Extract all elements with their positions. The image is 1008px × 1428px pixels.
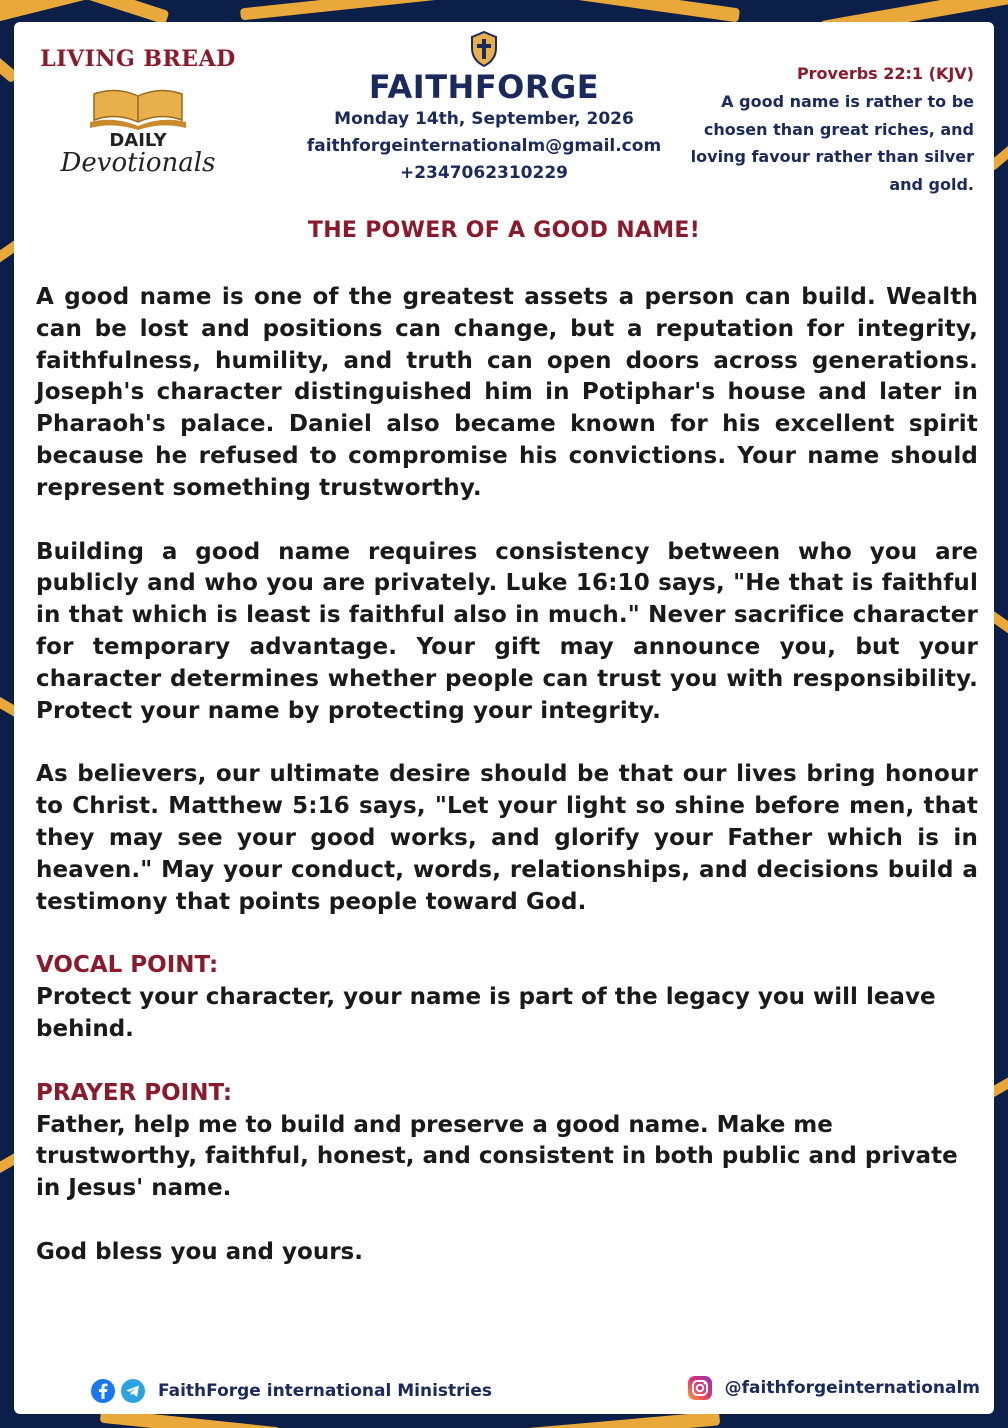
closing-blessing: God bless you and yours. [36,1238,363,1265]
telegram-icon[interactable] [120,1378,146,1404]
body-paragraph: As believers, our ultimate desire should be that our lives bring honour to Christ. Matthew 5:16 says, "Let your light so shine before men, that they may see your good works, and glorify your Father which is in heaven." May your conduct, words, relationships, and decisions build a testimony that points people toward God. [36,761,978,915]
devotional-body [36,282,978,1269]
instagram-handle[interactable]: @faithforgeinternationalm [724,1378,980,1398]
logo-daily-text: DAILY [109,130,167,151]
date-text: Monday 14th, September, 2026 [334,109,634,129]
verse-line: A good name is rather to be [721,92,974,111]
footer-left [90,1376,492,1406]
decor-stripe [240,0,440,20]
brand-name: FAITHFORGE [368,68,600,106]
header-center [244,30,724,187]
logo-top-text: LIVING BREAD [40,46,236,72]
vocal-point-label: VOCAL POINT: [36,952,219,979]
memory-verse [654,60,974,198]
instagram-icon[interactable] [687,1375,713,1401]
prayer-point-label: PRAYER POINT: [36,1079,233,1106]
decor-stripe [560,0,740,22]
body-paragraph: A good name is one of the greatest assets a person can build. Wealth can be lost and positions can change, but a reputation for integrity, faithfulness, humility, and truth can open doors across generations. Joseph's character distinguished him in Potiphar's house and later in Pharaoh's palace. Daniel also became known for his excellent spirit because he refused to compromise his convictions. Your name should represent something trustworthy. [36,284,978,501]
verse-reference: Proverbs 22:1 (KJV) [796,64,974,83]
devotional-card [14,22,994,1414]
shield-cross-icon [469,30,499,68]
decor-stripe [61,0,170,25]
email-text: faithforgeinternationalm@gmail.com [306,136,662,156]
phone-text: +2347062310229 [399,163,569,183]
logo-devotionals-text: Devotionals [60,148,216,178]
vocal-point-text: Protect your character, your name is part of the legacy you will leave behind. [36,984,936,1042]
devotional-title: THE POWER OF A GOOD NAME! [307,218,701,243]
verse-line: chosen than great riches, and [703,119,974,139]
living-bread-logo [38,42,238,182]
footer-right [687,1372,980,1404]
facebook-icon[interactable] [90,1378,116,1404]
verse-line: loving favour rather than silver [690,147,974,166]
verse-line: and gold. [889,174,974,194]
prayer-point-text: Father, help me to build and preserve a good name. Make me trustworthy, faithful, honest, and consistent in both public and private in Jesus' name. [36,1111,958,1202]
ministry-name: FaithForge international Ministries [158,1381,493,1401]
body-paragraph: Building a good name requires consistency between who you are publicly and who you are privately. Luke 16:10 says, "He that is faithful in that which is least is faithful also in much." Never sacrifice character for temporary advantage. Your gift may announce you, but your character determines whether people can trust you with responsibility. Protect your name by protecting your integrity. [36,538,978,724]
open-book-icon [88,86,188,130]
